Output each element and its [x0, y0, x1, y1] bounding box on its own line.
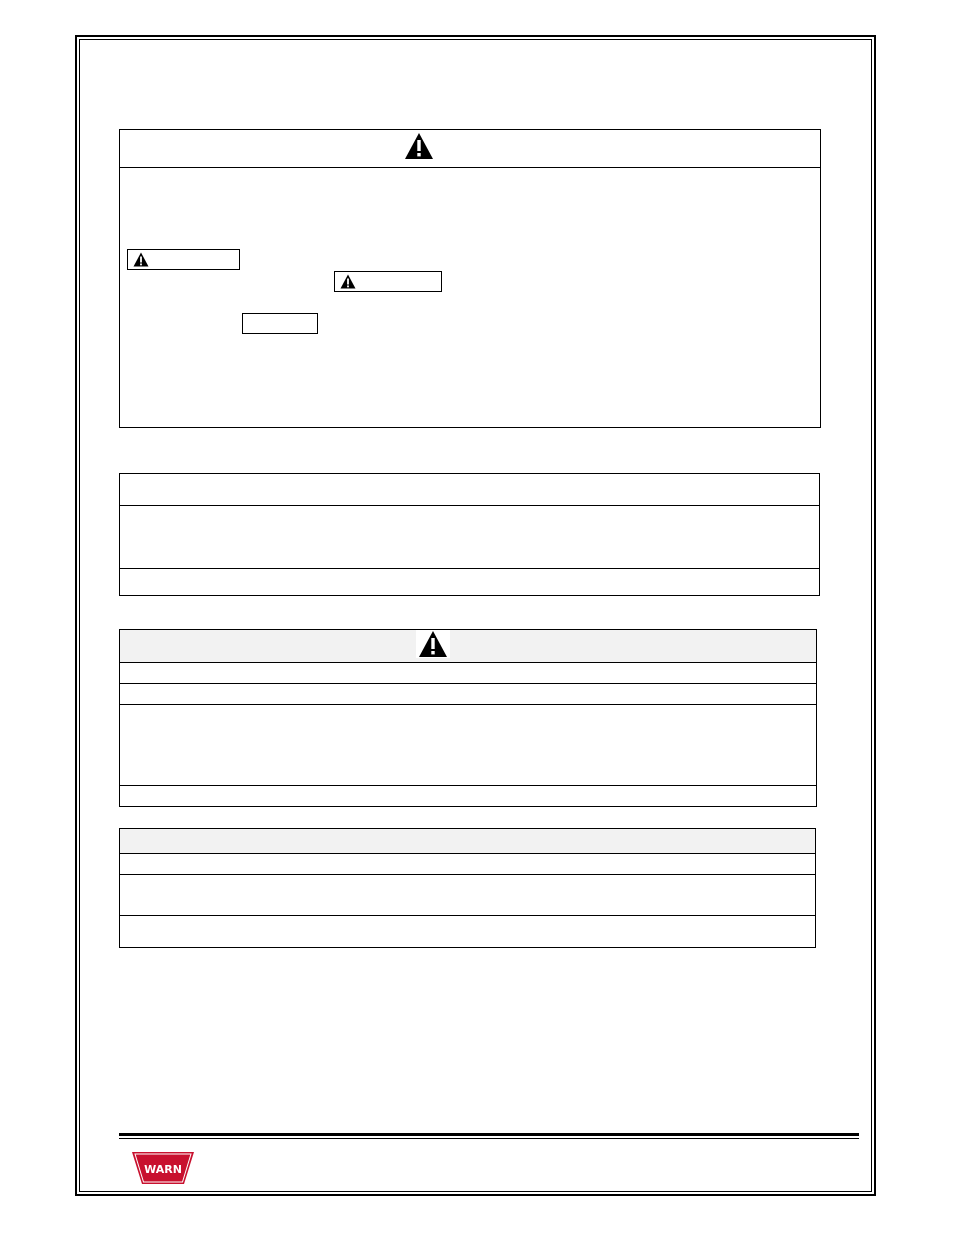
safety-notice-box — [119, 129, 821, 428]
info-table-1 — [119, 473, 820, 596]
warning-triangle-icon — [416, 630, 450, 658]
warning-triangle-icon — [133, 252, 149, 267]
warning-table — [119, 629, 817, 807]
logo-text: WARN — [144, 1163, 182, 1176]
info-table-2-row-divider — [119, 853, 816, 854]
signal-word-label-2 — [334, 271, 442, 292]
warn-logo — [132, 1152, 194, 1184]
info-table-1-row-divider — [119, 568, 820, 569]
warning-triangle-icon — [340, 274, 356, 289]
warning-table-row-divider — [119, 683, 817, 684]
footer-rule — [119, 1133, 859, 1136]
warning-table-row-divider — [119, 785, 817, 786]
info-table-1-row-divider — [119, 505, 820, 506]
signal-word-label-1 — [127, 249, 240, 270]
footer-rule-thin — [119, 1138, 859, 1139]
safety-notice-header-divider — [119, 167, 821, 168]
signal-word-label-3 — [242, 313, 318, 334]
info-table-2-row-divider — [119, 874, 816, 875]
info-table-2 — [119, 828, 816, 948]
warning-table-row-divider — [119, 662, 817, 663]
warning-table-row-divider — [119, 704, 817, 705]
info-table-2-row-divider — [119, 915, 816, 916]
warning-triangle-icon — [404, 132, 434, 160]
